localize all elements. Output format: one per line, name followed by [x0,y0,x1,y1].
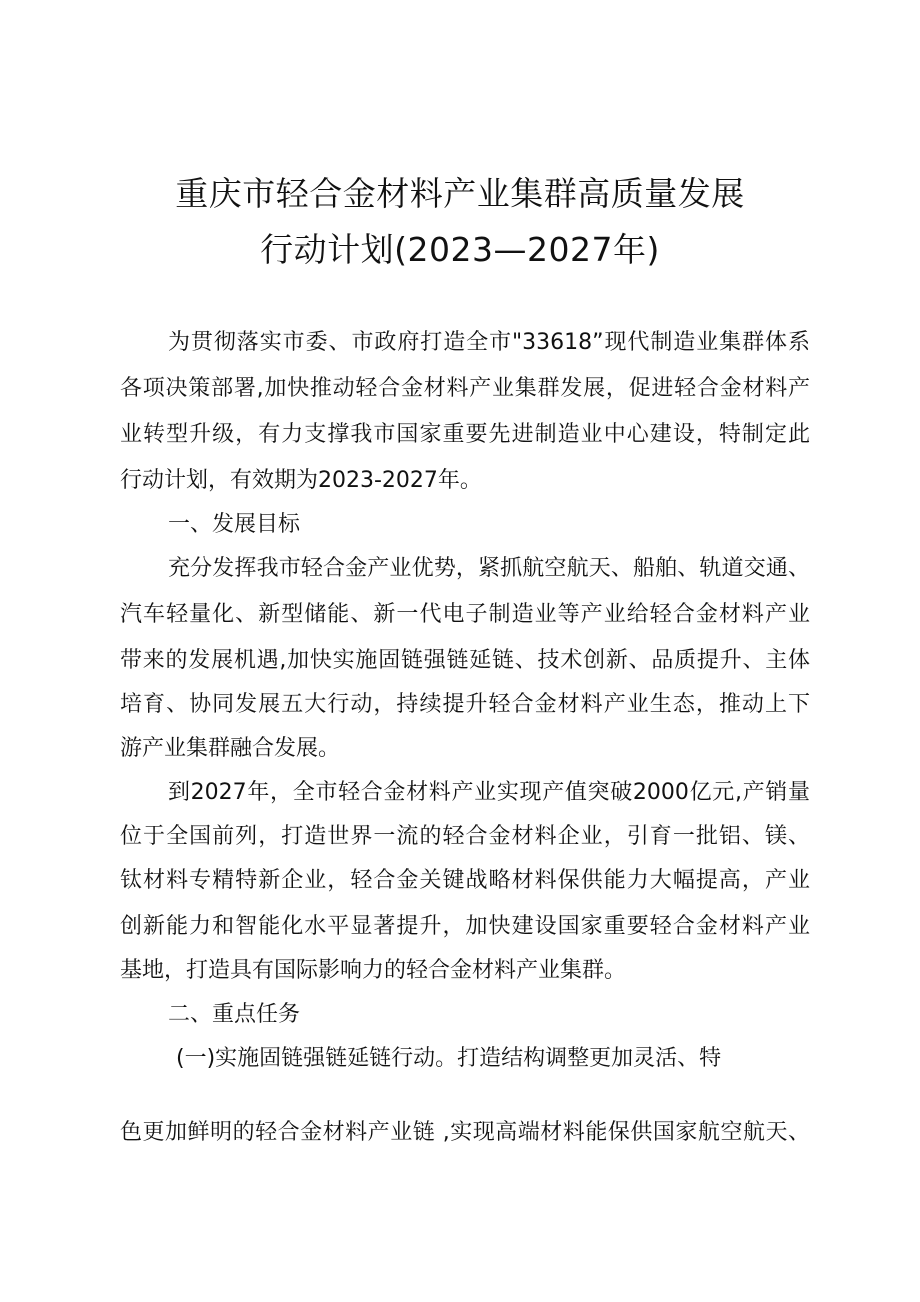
subsection-line: (一)实施固链强链延链行动。打造结构调整更加灵活、特 [176,1046,722,1071]
intro-line: 为贯彻落实市委、市政府打造全市"33618”现代制造业集群体系 [168,330,810,355]
paragraph-line: 基地，打造具有国际影响力的轻合金材料产业集群。 [120,958,627,983]
section-heading-goals: 一、发展目标 [168,512,301,537]
paragraph-line: 色更加鲜明的轻合金材料产业链 ,实现高端材料能保供国家航空航天、 [120,1120,810,1145]
paragraph-line: 游产业集群融合发展。 [120,736,341,761]
document-title-line-2: 行动计划(2023—2027年) [260,230,660,269]
intro-line: 业转型升级，有力支撑我市国家重要先进制造业中心建设，特制定此 [120,422,810,447]
section-heading-tasks: 二、重点任务 [168,1002,301,1027]
intro-line: 行动计划，有效期为2023-2027年。 [120,468,482,493]
paragraph-line: 创新能力和智能化水平显著提升，加快建设国家重要轻合金材料产业 [120,914,810,939]
paragraph-line: 培育、协同发展五大行动，持续提升轻合金材料产业生态，推动上下 [120,692,810,717]
intro-line: 各项决策部署,加快推动轻合金材料产业集群发展，促进轻合金材料产 [120,376,810,401]
paragraph-line: 钛材料专精特新企业，轻合金关键战略材料保供能力大幅提高，产业 [120,868,810,893]
paragraph-line: 到2027年，全市轻合金材料产业实现产值突破2000亿元,产销量 [168,780,810,805]
document-title-line-1: 重庆市轻合金材料产业集群高质量发展 [175,174,745,213]
paragraph-line: 汽车轻量化、新型储能、新一代电子制造业等产业给轻合金材料产业 [120,602,810,627]
paragraph-line: 带来的发展机遇,加快实施固链强链延链、技术创新、品质提升、主体 [120,648,810,673]
paragraph-line: 充分发挥我市轻合金产业优势，紧抓航空航天、船舶、轨道交通、 [168,556,810,581]
paragraph-line: 位于全国前列，打造世界一流的轻合金材料企业，引育一批铝、镁、 [120,824,810,849]
